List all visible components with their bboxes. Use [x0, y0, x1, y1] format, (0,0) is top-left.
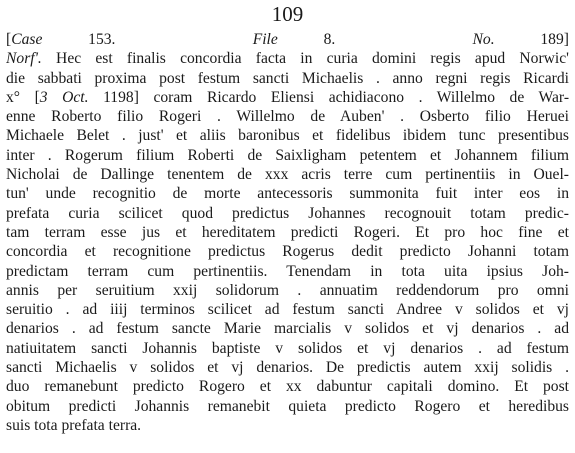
text-line: die sabbati proxima post festum sancti Michaelis . anno regni regis Ricardi	[6, 69, 569, 87]
text-line-first	[6, 49, 569, 68]
file-number: 8.	[323, 31, 336, 48]
case-reference-line	[6, 30, 569, 49]
no-label: No.	[472, 31, 495, 48]
text-line: annis per seruitium xxij solidorum . annuatim reddendorum pro omni	[6, 281, 569, 299]
text-line-last: suis tota prefata terra.	[6, 416, 142, 434]
text-line: obitum predicti Johannis remanebit quieta predicto Rogero et heredibus	[6, 397, 569, 415]
text-line: predictam terram cum pertinentiis. Tenendam in tota uita ipsius Joh-	[6, 262, 569, 280]
text-line: tun' unde recognitio de morte antecessoris summonita fuit inter eos in	[6, 185, 569, 203]
text-line: tam terram esse jus et hereditatem predicti Rogeri. Et pro hoc fine et	[6, 223, 569, 241]
text-line: natiuitatem sancti Johannis baptiste v solidos et vj denarios . ad festum	[6, 339, 569, 357]
date-annotation: 3 Oct.	[39, 88, 89, 106]
document-body	[6, 30, 569, 435]
text-line: prefata curia scilicet quod predictus Johannes recognouit totam predic-	[6, 204, 569, 222]
text-line: seruitio . ad iiij terminos scilicet ad festum sancti Andree v solidos et vj	[6, 301, 569, 319]
no-number: 189]	[540, 31, 569, 48]
text-line: enne Roberto filio Rogeri . Willelmo de Auben' . Osberto filio Heruei	[6, 108, 569, 126]
text-line: duo remanebunt predicto Rogero et xx dabuntur capitali domino. Et post	[6, 378, 569, 396]
text-line-first-content: Hec est finalis concordia facta in curia domini regis apud Norwic'	[41, 50, 569, 68]
text-line: inter . Rogerum filium Roberti de Saixligham petentem et Johannem filium	[6, 146, 569, 164]
county-label: Norf'.	[6, 50, 42, 68]
text-line: x° [3 Oct. 1198] coram Ricardo Eliensi achidiacono . Willelmo de War-	[6, 88, 569, 106]
page-number: 109	[271, 2, 304, 26]
text-line: denarios . ad festum sancte Marie marcialis v solidos et vj denarios . ad	[6, 320, 569, 338]
text-line: Michaele Belet . just' et aliis baronibus et fidelibus ibidem tunc presentibus	[6, 127, 569, 145]
case-label: Case	[11, 31, 43, 48]
file-label: File	[252, 31, 278, 48]
case-number: 153.	[88, 31, 116, 48]
case-ref-open-bracket: [	[6, 31, 12, 48]
text-line: Nicholai de Dallinge tenentem de xxx acris terre cum pertinentiis in Ouel-	[6, 166, 569, 184]
text-line: concordia et recognitione predictus Rogerus dedit predicto Johanni totam	[6, 243, 569, 261]
text-line: sancti Michaelis v solidos et vj denarios. De predictis autem xxij solidis .	[6, 359, 569, 377]
